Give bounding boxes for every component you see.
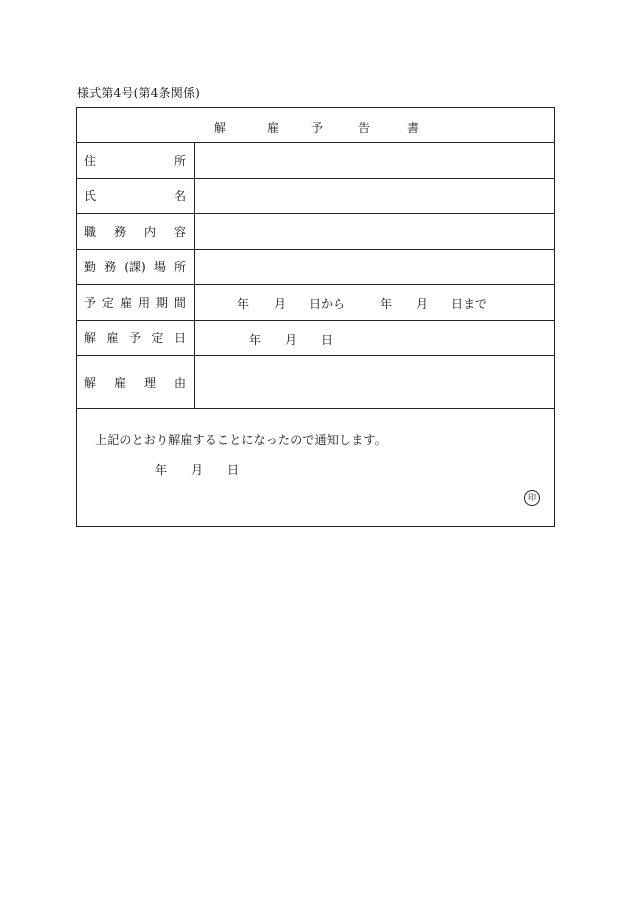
date-unit: 日 — [321, 332, 334, 347]
dismissal-reason-row — [77, 356, 554, 409]
date-unit: 日から — [309, 297, 346, 311]
notice-text: 上記のとおり解雇することになったので通知します。 — [95, 433, 387, 447]
name-field[interactable] — [195, 179, 554, 214]
date-unit: 年 — [237, 297, 250, 311]
notice-section — [77, 409, 554, 526]
employment-period-label: 予 定 雇 用 期 間 — [77, 285, 195, 320]
workplace-field[interactable] — [195, 250, 554, 285]
date-unit: 年 — [380, 297, 393, 311]
dismissal-reason-label: 解 雇 理 由 — [77, 356, 195, 408]
job-duties-row — [77, 214, 554, 250]
name-label: 氏 名 — [77, 179, 195, 214]
date-unit: 月 — [416, 297, 429, 311]
dismissal-date-field[interactable] — [195, 321, 554, 356]
seal-mark: 印 — [524, 490, 540, 506]
employment-period-field[interactable] — [195, 285, 554, 320]
job-duties-label: 職 務 内 容 — [77, 214, 195, 249]
workplace-label: 勤 務 (課) 場 所 — [77, 250, 195, 285]
name-row — [77, 179, 554, 215]
dismissal-reason-field[interactable] — [195, 356, 554, 408]
date-unit: 月 — [191, 463, 204, 477]
title-char: 解 — [214, 121, 227, 135]
address-row — [77, 143, 554, 179]
date-unit: 年 — [155, 463, 168, 477]
dismissal-date-label: 解 雇 予 定 日 — [77, 321, 195, 356]
address-field[interactable] — [195, 143, 554, 178]
date-unit: 月 — [274, 297, 287, 311]
title-char: 書 — [407, 121, 420, 135]
date-unit: 日まで — [451, 297, 488, 311]
date-unit: 日 — [227, 463, 240, 477]
dismissal-date-row — [77, 321, 554, 357]
employment-period-row — [77, 285, 554, 321]
job-duties-field[interactable] — [195, 214, 554, 249]
form-title — [77, 108, 554, 143]
date-unit: 月 — [285, 332, 298, 347]
workplace-row — [77, 250, 554, 286]
title-char: 告 — [358, 121, 371, 135]
address-label: 住 所 — [77, 143, 195, 178]
date-unit: 年 — [249, 332, 262, 347]
form-number: 様式第4号(第4条関係) — [77, 86, 201, 100]
title-char: 雇 — [267, 121, 280, 135]
dismissal-notice-form — [76, 107, 555, 527]
title-char: 予 — [311, 121, 324, 135]
